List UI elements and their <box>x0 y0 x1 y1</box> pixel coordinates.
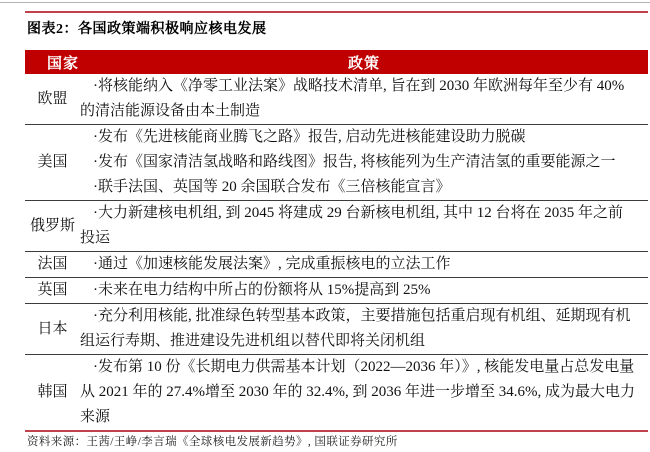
header-policy-label: 政策 <box>347 55 380 72</box>
policy-item: ·发布《国家清洁氢战略和路线图》报告, 将核能列为生产清洁氢的重要能源之一 <box>93 154 616 170</box>
header-country-label: 国家 <box>47 55 80 72</box>
policy-cell <box>80 125 648 200</box>
page-top-divider <box>0 2 650 3</box>
figure-bottom-rule <box>25 430 648 432</box>
table-header-row <box>25 50 648 74</box>
table-row-us <box>25 125 648 201</box>
figure-title: 图表2：各国政策端积极响应核电发展 <box>27 22 267 37</box>
country-cell: 日本 <box>37 320 68 337</box>
country-cell: 法国 <box>37 256 68 272</box>
policy-item: ·将核能纳入《净零工业法案》战略技术清单, 旨在到 2030 年欧洲每年至少有 40%的清洁能源设备由本土制造 <box>80 78 625 119</box>
policy-cell <box>80 278 648 303</box>
policy-item: ·大力新建核电机组, 到 2045 将建成 29 台新核电机组, 其中 12 台将在 2035 年之前投运 <box>80 205 623 246</box>
table-body <box>25 74 648 430</box>
policy-item: ·联手法国、英国等 20 余国联合发布《三倍核能宣言》 <box>93 179 451 195</box>
policy-item: ·发布《先进核能商业腾飞之路》报告, 启动先进核能建设助力脱碳 <box>93 129 526 145</box>
country-cell: 美国 <box>37 154 68 170</box>
policy-cell <box>80 74 648 124</box>
country-cell: 韩国 <box>37 384 68 400</box>
country-cell: 欧盟 <box>37 90 68 107</box>
policy-cell <box>80 201 648 251</box>
policy-item: ·发布第 10 份《长期电力供需基本计划（2022—2036 年）》, 核能发电量占总发电量从 2021 年的 27.4%增至 2030 年的 32.4%, 到 2036 年进一步增至 34.6%, 成为最大电力来源 <box>80 359 635 425</box>
policy-cell <box>80 252 648 277</box>
country-cell: 英国 <box>37 282 68 298</box>
policy-item: ·充分利用核能, 批准绿色转型基本政策，主要措施包括重启现有机组、延期现有机组运行寿期、推进建设先进机组以替代即将关闭机组 <box>80 308 631 349</box>
table-row-france <box>25 252 648 278</box>
source-note: 资料来源：王茜/王峥/李言瑞《全球核电发展新趋势》, 国联证券研究所 <box>27 436 398 448</box>
table-row-uk <box>25 278 648 304</box>
country-cell: 俄罗斯 <box>29 217 75 234</box>
table-row-russia <box>25 201 648 252</box>
figure-2-nuclear-policy-table <box>25 11 648 450</box>
figure-top-rule <box>25 11 648 13</box>
policy-cell <box>80 304 648 354</box>
table-row-eu <box>25 74 648 125</box>
policy-cell <box>80 355 648 430</box>
table-row-korea <box>25 355 648 430</box>
policy-item: ·未来在电力结构中所占的份额将从 15%提高到 25% <box>93 282 431 298</box>
policy-item: ·通过《加速核能发展法案》, 完成重振核电的立法工作 <box>93 256 451 272</box>
table-row-japan <box>25 304 648 355</box>
